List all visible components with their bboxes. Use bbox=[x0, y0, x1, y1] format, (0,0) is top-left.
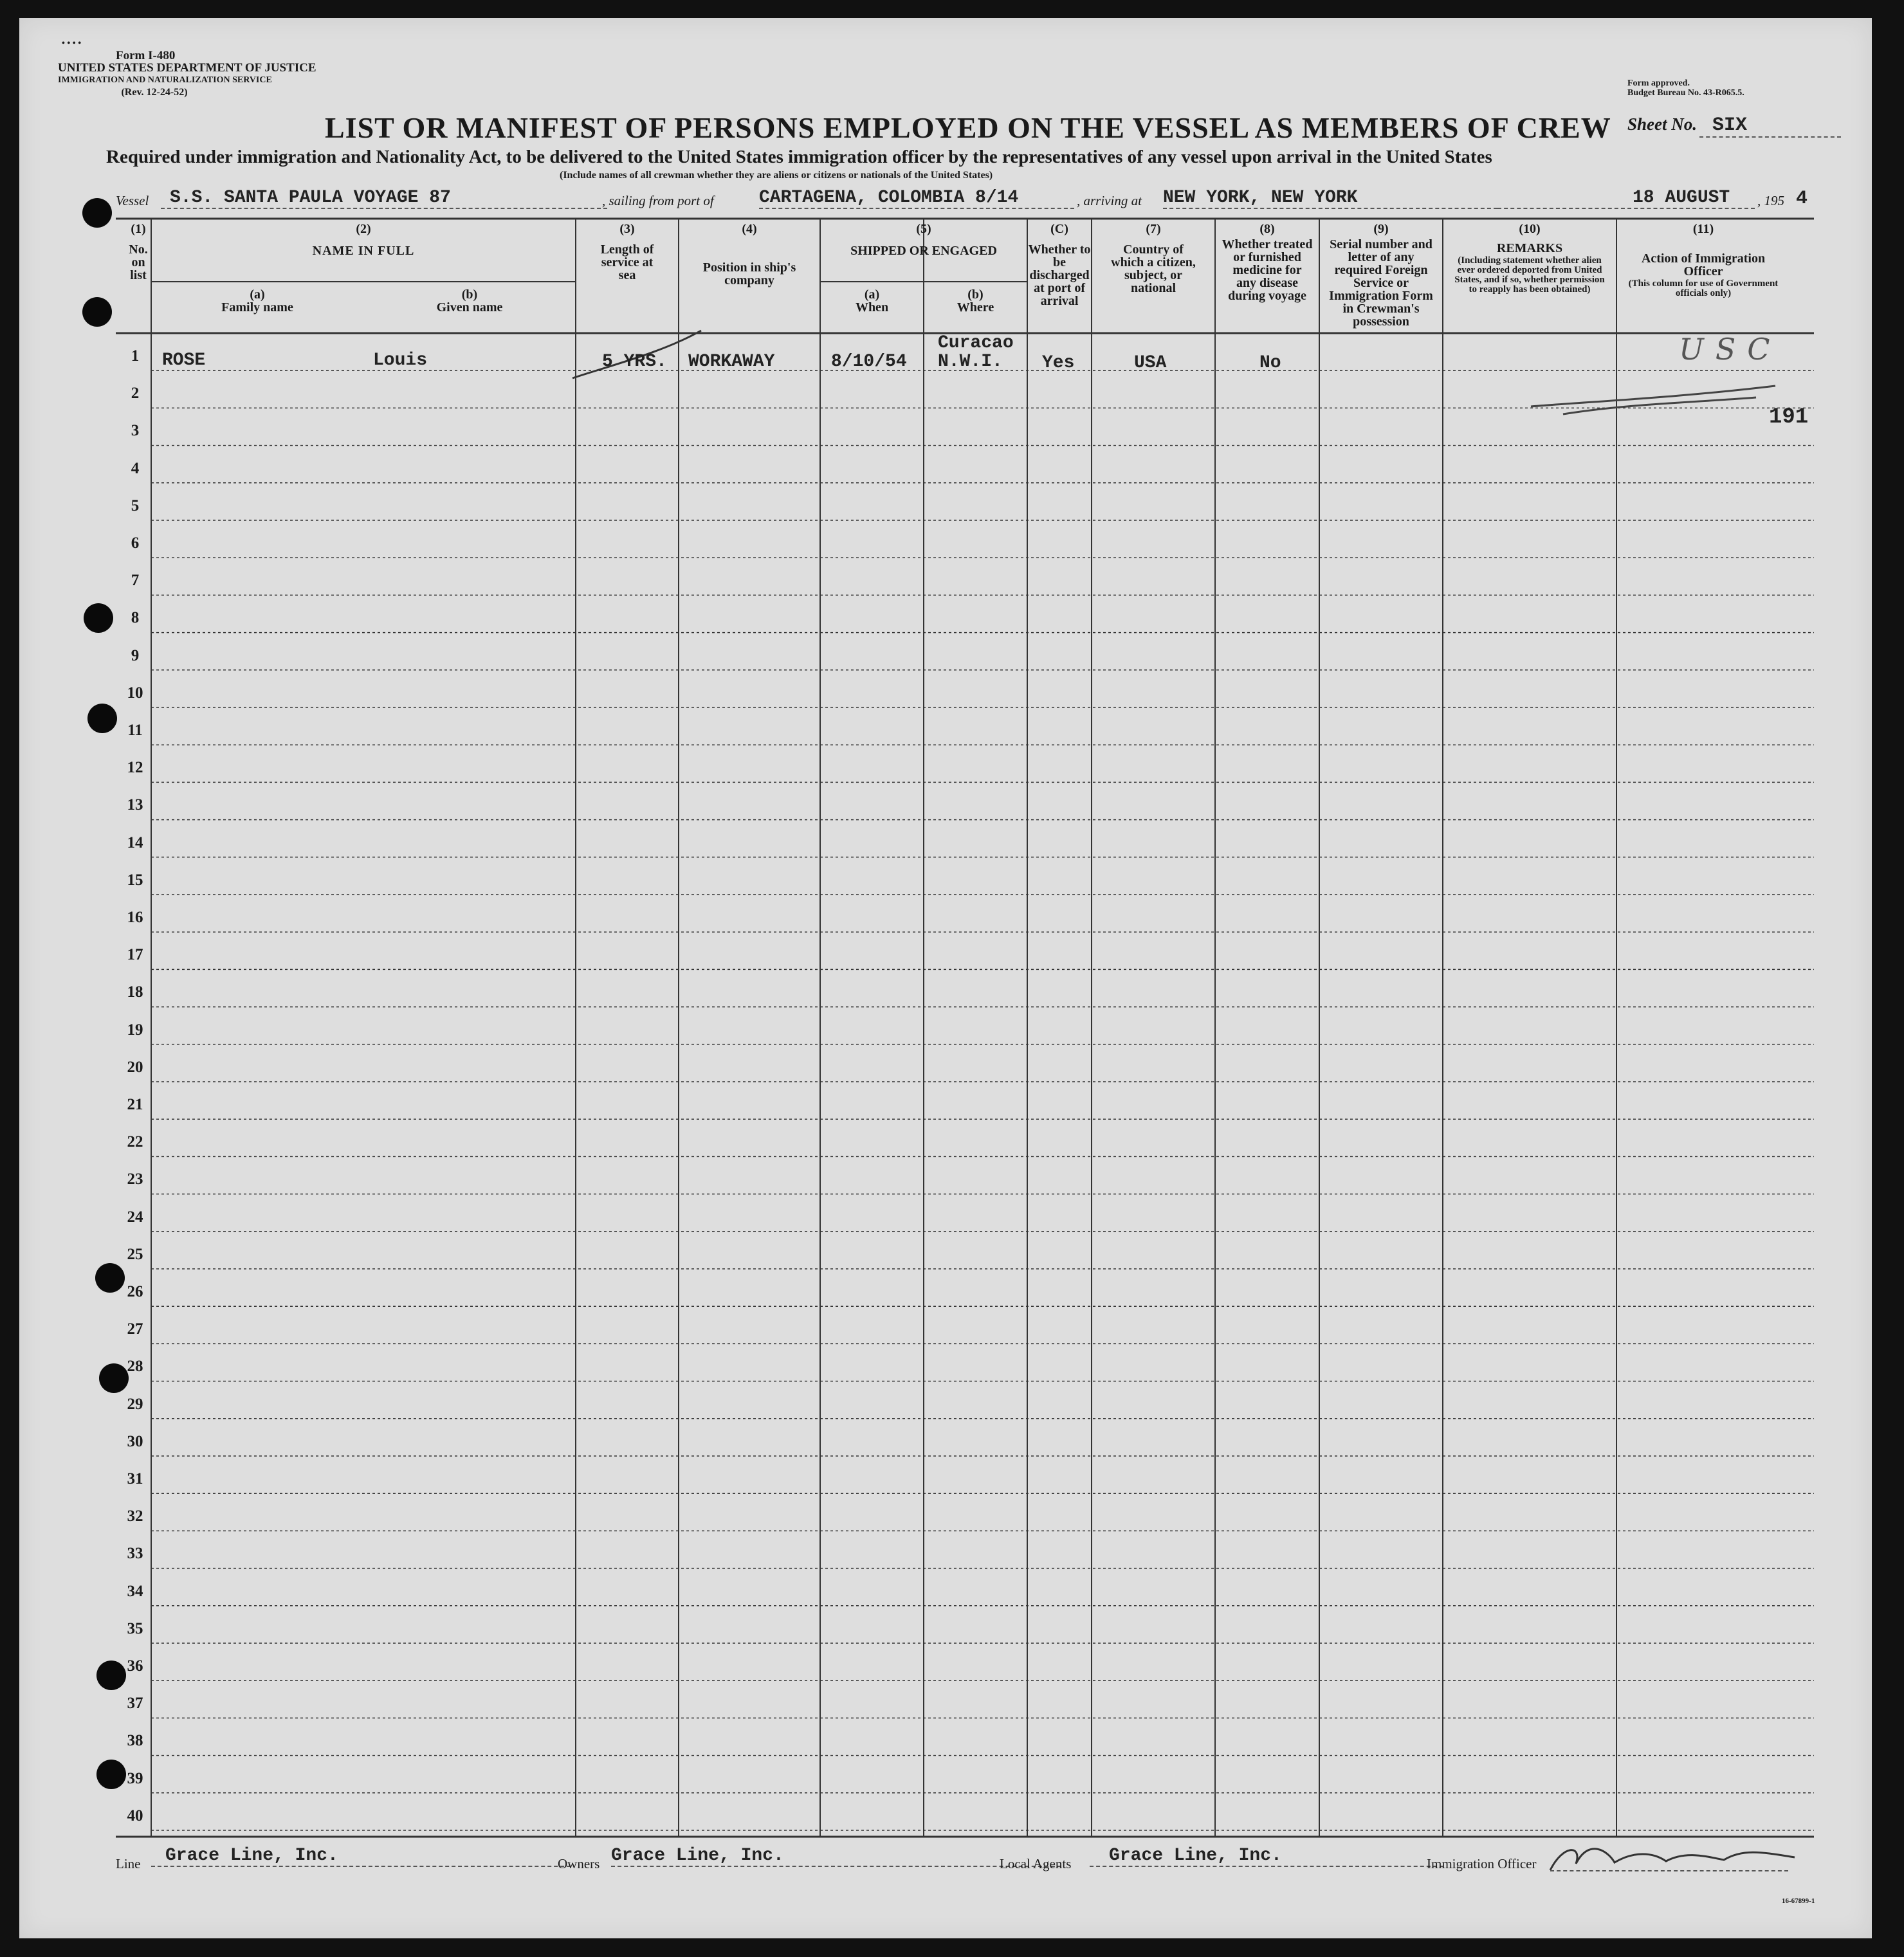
col5b-header bbox=[924, 288, 1027, 314]
entry1-position: WORKAWAY bbox=[688, 352, 775, 372]
col7-number: (7) bbox=[1146, 222, 1161, 236]
punch-hole bbox=[96, 1661, 126, 1690]
include-note: (Include names of all crewman whether they are aliens or citizens or nationals of the United States) bbox=[560, 170, 993, 181]
entry1-action-handwritten: USC bbox=[1679, 332, 1782, 367]
row-number: 32 bbox=[127, 1507, 143, 1525]
row-number: 40 bbox=[127, 1807, 143, 1825]
vessel-value: S.S. SANTA PAULA VOYAGE 87 bbox=[161, 188, 607, 209]
row-number: 38 bbox=[127, 1732, 143, 1750]
owners-value: Grace Line, Inc. bbox=[611, 1846, 1061, 1867]
row-number: 28 bbox=[127, 1358, 143, 1376]
row-number: 19 bbox=[127, 1021, 143, 1039]
row-number: 18 bbox=[127, 983, 143, 1001]
col8-header bbox=[1215, 223, 1319, 302]
col10-number: (10) bbox=[1519, 222, 1541, 236]
punch-hole bbox=[95, 1263, 125, 1293]
row-number: 35 bbox=[127, 1619, 143, 1637]
row-number: 29 bbox=[127, 1395, 143, 1413]
dots-mark: • • • • bbox=[62, 39, 82, 48]
row-number: 17 bbox=[127, 946, 143, 964]
punch-hole bbox=[82, 297, 112, 327]
line-label: Line bbox=[116, 1856, 141, 1871]
form-code: 16-67899-1 bbox=[1782, 1897, 1815, 1905]
vessel-label: Vessel bbox=[116, 193, 149, 208]
agents-label: Local Agents bbox=[1000, 1856, 1072, 1871]
row-number: 39 bbox=[127, 1769, 143, 1787]
department-line: UNITED STATES DEPARTMENT OF JUSTICE bbox=[58, 61, 316, 75]
col1-label: No. on list bbox=[129, 242, 148, 282]
col4-header bbox=[679, 223, 820, 287]
entry1-shipped-when: 8/10/54 bbox=[831, 352, 907, 372]
agents-value: Grace Line, Inc. bbox=[1090, 1846, 1443, 1867]
year-prefix: , 195 bbox=[1757, 193, 1784, 208]
col6-header bbox=[1027, 223, 1092, 307]
row-number: 27 bbox=[127, 1320, 143, 1338]
owners-label: Owners bbox=[558, 1856, 600, 1871]
col7-header bbox=[1092, 223, 1215, 295]
arriving-label: , arriving at bbox=[1077, 193, 1142, 208]
sheet-number: SIX bbox=[1699, 114, 1841, 138]
row-number: 15 bbox=[127, 871, 143, 889]
row-number: 24 bbox=[127, 1208, 143, 1226]
col9-number: (9) bbox=[1373, 222, 1389, 236]
approval-line: Form approved. bbox=[1627, 78, 1690, 88]
col8-number: (8) bbox=[1259, 222, 1275, 236]
col2b-number: (b) bbox=[461, 287, 478, 302]
row-number: 2 bbox=[131, 385, 140, 403]
col5-label: SHIPPED OR ENGAGED bbox=[850, 244, 997, 258]
punch-hole bbox=[82, 198, 112, 228]
col9-label: Serial number and letter of any required Foreign Service or Immigration Form in Crewman's possession bbox=[1329, 237, 1433, 329]
col11-label: Action of Immigration Officer bbox=[1641, 251, 1766, 278]
col3-header bbox=[576, 223, 679, 282]
row-number: 31 bbox=[127, 1470, 143, 1488]
row-number: 5 bbox=[131, 496, 140, 514]
col5b-label: Where bbox=[957, 300, 994, 314]
row-number: 8 bbox=[131, 609, 140, 627]
arriving-value: NEW YORK, NEW YORK bbox=[1163, 188, 1497, 209]
row-number: 4 bbox=[131, 459, 140, 477]
col1-number: (1) bbox=[131, 222, 146, 236]
officer-signature-line bbox=[1550, 1846, 1788, 1871]
col10-header bbox=[1443, 223, 1616, 295]
col2b-label: Given name bbox=[436, 300, 503, 314]
page-title: LIST OR MANIFEST OF PERSONS EMPLOYED ON THE VESSEL AS MEMBERS OF CREW bbox=[325, 111, 1611, 144]
row-number: 34 bbox=[127, 1582, 143, 1600]
col5a-label: When bbox=[855, 300, 889, 314]
entry1-shipped-where-line1: Curacao bbox=[938, 333, 1014, 353]
officer-label: Immigration Officer bbox=[1427, 1856, 1537, 1871]
row-number: 22 bbox=[127, 1133, 143, 1151]
col11-header bbox=[1616, 223, 1790, 298]
row-number: 36 bbox=[127, 1657, 143, 1675]
row-number: 33 bbox=[127, 1545, 143, 1563]
sailing-value: CARTAGENA, COLOMBIA 8/14 bbox=[759, 188, 1074, 209]
row-number: 7 bbox=[131, 572, 140, 590]
col2-number: (2) bbox=[356, 222, 371, 236]
row-number: 30 bbox=[127, 1432, 143, 1450]
revision-line: (Rev. 12-24-52) bbox=[121, 87, 188, 98]
punch-hole bbox=[99, 1363, 129, 1393]
entry1-country: USA bbox=[1134, 353, 1167, 373]
punch-hole bbox=[84, 603, 113, 633]
stamp-number: 191 bbox=[1769, 405, 1809, 430]
entry1-treated: No bbox=[1259, 353, 1281, 373]
initials-mark bbox=[1531, 386, 1775, 414]
col7-label: Country of which a citizen, subject, or national bbox=[1111, 242, 1196, 295]
entry1-given-name: Louis bbox=[373, 350, 428, 370]
row-number: 3 bbox=[131, 422, 140, 440]
row-number: 11 bbox=[127, 722, 143, 739]
col2a-number: (a) bbox=[250, 287, 265, 302]
col8-label: Whether treated or furnished medicine for any disease during voyage bbox=[1222, 237, 1313, 303]
footer-line bbox=[116, 1846, 1853, 1884]
entry1-length-of-service: 5 YRS. bbox=[602, 352, 667, 372]
sheet-label: Sheet No. bbox=[1627, 114, 1697, 134]
col5a-number: (a) bbox=[864, 287, 880, 302]
row-number: 6 bbox=[131, 534, 140, 552]
entry1-shipped-where-line2: N.W.I. bbox=[938, 352, 1003, 372]
col5-header bbox=[820, 223, 1027, 257]
punch-hole bbox=[87, 704, 117, 733]
row-number: 10 bbox=[127, 684, 143, 702]
col3-number: (3) bbox=[619, 222, 635, 236]
year-suffix: 4 bbox=[1796, 188, 1808, 210]
form-number: Form I-480 bbox=[116, 49, 176, 62]
row-number: 26 bbox=[127, 1283, 143, 1300]
row-number: 23 bbox=[127, 1170, 143, 1188]
row-number: 12 bbox=[127, 759, 143, 777]
col4-label: Position in ship's company bbox=[702, 260, 796, 287]
entry1-family-name: ROSE bbox=[162, 350, 206, 370]
col6-number: (C) bbox=[1050, 222, 1068, 236]
col2-label: NAME IN FULL bbox=[312, 244, 415, 258]
col3-label: Length of service at sea bbox=[600, 242, 654, 282]
punch-hole bbox=[96, 1760, 126, 1789]
row-number: 16 bbox=[127, 909, 143, 926]
row-number: 37 bbox=[127, 1695, 143, 1713]
col6-label: Whether to be discharged at port of arrival bbox=[1028, 242, 1091, 308]
col2a-header bbox=[151, 288, 363, 314]
manifest-sheet bbox=[19, 18, 1872, 1938]
row-number: 9 bbox=[131, 646, 140, 664]
row-number: 21 bbox=[127, 1096, 143, 1113]
col4-number: (4) bbox=[742, 222, 757, 236]
line-value: Grace Line, Inc. bbox=[151, 1846, 571, 1867]
col5b-number: (b) bbox=[967, 287, 984, 302]
col5-number: (5) bbox=[916, 222, 931, 236]
row-number: 14 bbox=[127, 833, 143, 851]
col11-number: (11) bbox=[1692, 222, 1714, 236]
entry1-discharged: Yes bbox=[1042, 353, 1075, 373]
row-number: 13 bbox=[127, 796, 143, 814]
row-number: 25 bbox=[127, 1245, 143, 1263]
col2a-label: Family name bbox=[221, 300, 293, 314]
col9-header bbox=[1319, 223, 1443, 328]
col2b-header bbox=[363, 288, 576, 314]
col2-header bbox=[151, 223, 576, 257]
sailing-label: , sailing from port of bbox=[602, 193, 714, 208]
col5a-header bbox=[820, 288, 924, 314]
service-line: IMMIGRATION AND NATURALIZATION SERVICE bbox=[58, 75, 272, 85]
col11-sublabel: (This column for use of Government officials only) bbox=[1628, 278, 1779, 298]
subtitle: Required under immigration and Nationality Act, to be delivered to the United States immigration officer by the representatives of any vessel upon arrival in the United States bbox=[106, 147, 1492, 167]
col10-sublabel: (Including statement whether alien ever ordered deported from United States, and if so, whether permission to reapply has been obtained) bbox=[1454, 255, 1605, 295]
col10-label: REMARKS bbox=[1496, 241, 1563, 255]
row-number: 20 bbox=[127, 1058, 143, 1076]
date-value: 18 AUGUST bbox=[1497, 188, 1755, 209]
row-number: 1 bbox=[131, 347, 140, 365]
budget-bureau-line: Budget Bureau No. 43-R065.5. bbox=[1627, 88, 1744, 98]
